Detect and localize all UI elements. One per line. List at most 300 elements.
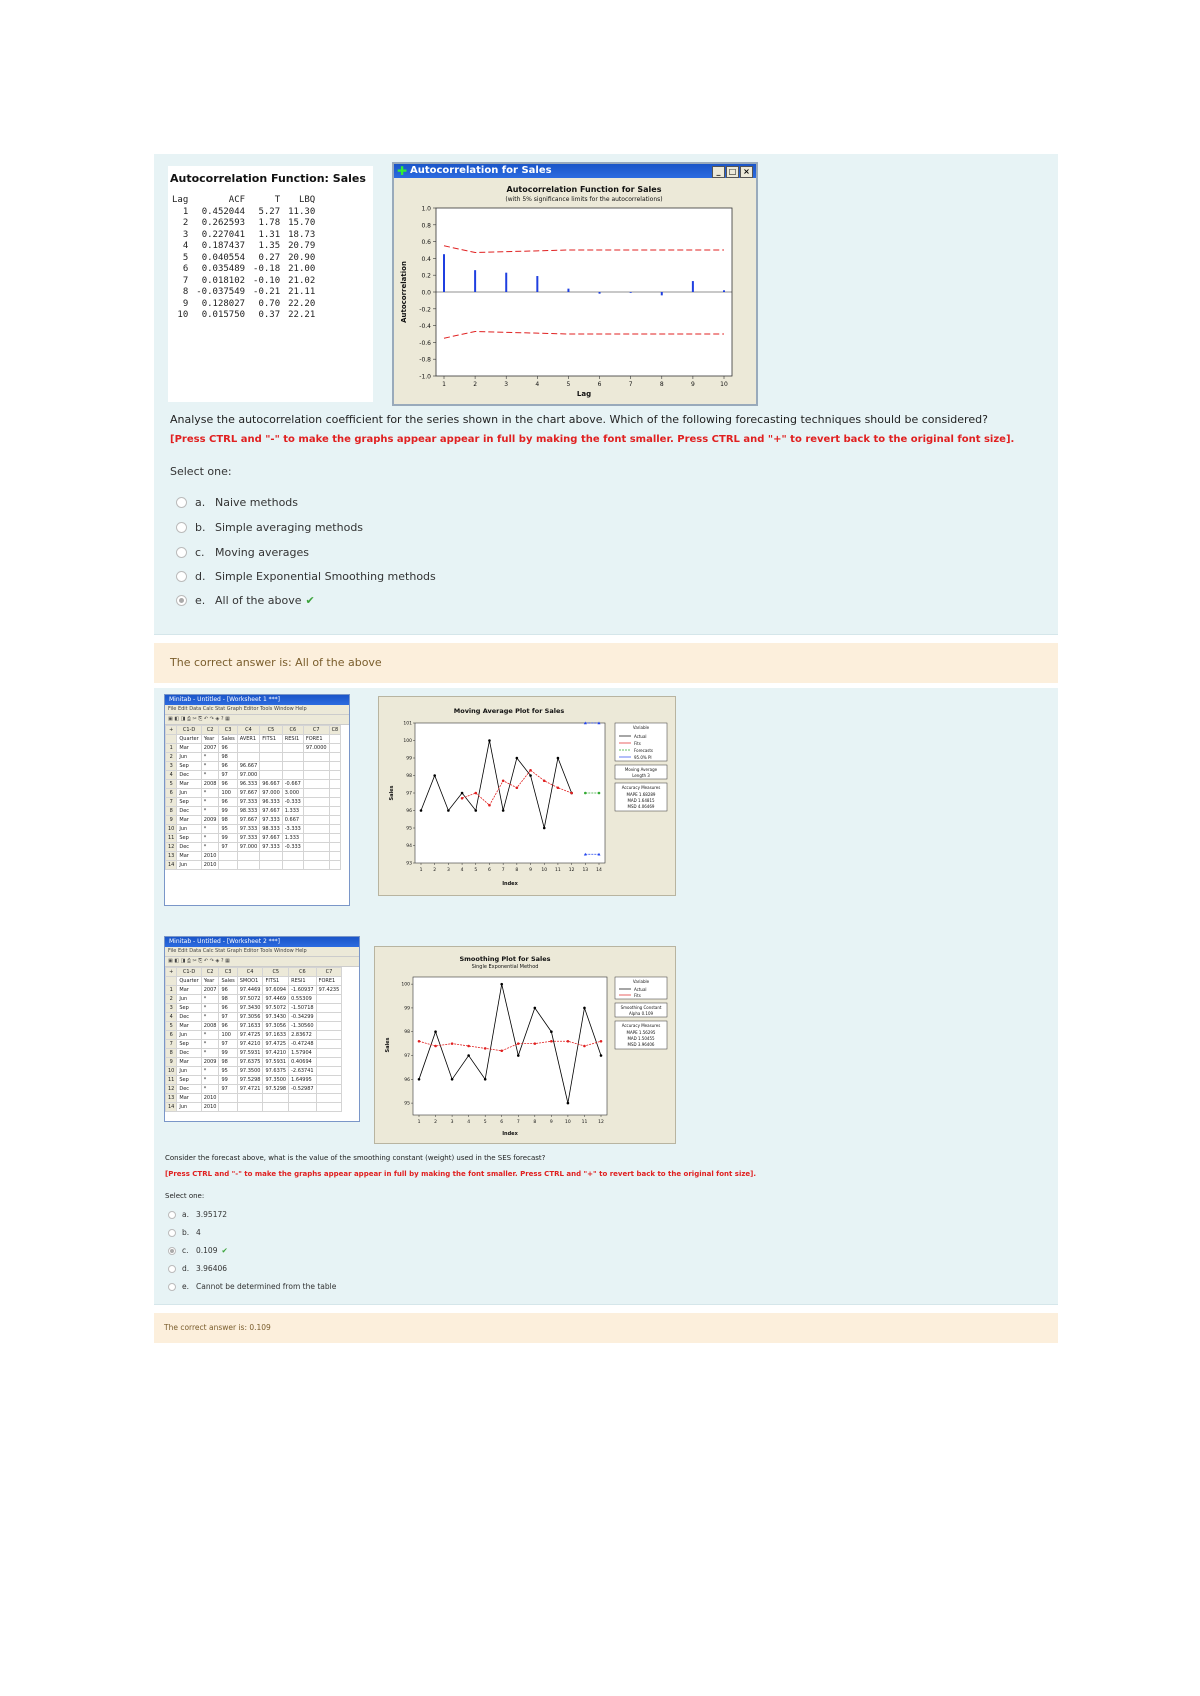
ws-cell[interactable]: 3.000 [282,789,303,798]
radio-button[interactable] [168,1211,176,1219]
ws-cell[interactable]: 2009 [201,1058,219,1067]
ws-cell[interactable] [316,1058,342,1067]
ws-cell[interactable]: 98.333 [260,825,283,834]
ws-cell[interactable]: Dec [177,843,201,852]
ws-cell[interactable]: -1.30560 [289,1022,316,1031]
minimize-button[interactable]: _ [712,166,725,178]
ws-cell[interactable]: Mar [177,986,201,995]
ws-cell[interactable]: 97.6375 [263,1067,289,1076]
acf-y-tick-label: 0.8 [421,222,431,230]
ws-cell[interactable]: 97.0000 [303,744,329,753]
ws-cell[interactable] [260,861,283,870]
ws-cell[interactable]: * [201,1040,219,1049]
radio-button-selected[interactable] [176,595,187,606]
ws-cell[interactable]: 2010 [201,852,219,861]
ws-cell[interactable] [303,780,329,789]
ses-accuracy-mad: MAD 1.50455 [627,1036,655,1041]
ws-cell[interactable] [316,1094,342,1103]
q1-option-e[interactable] [176,594,315,607]
ws-cell[interactable]: 2007 [201,744,219,753]
ws-cell[interactable]: 99 [219,1049,237,1058]
ws-cell[interactable]: -3.333 [282,825,303,834]
ws-cell[interactable]: 1.57904 [289,1049,316,1058]
ws-cell[interactable] [260,753,283,762]
ws-cell[interactable]: 98.333 [237,807,260,816]
ws-cell[interactable] [289,1103,316,1112]
radio-button[interactable] [176,547,187,558]
ws-column-header[interactable]: C4 [237,968,263,977]
ws-row-number: 9 [166,1058,177,1067]
acf-table-cell: 0.018102 [201,275,246,286]
ws-cell[interactable]: 2010 [201,1103,219,1112]
ws-cell[interactable] [303,843,329,852]
ws-cell[interactable]: 97.4210 [263,1049,289,1058]
ws-cell[interactable]: 97.000 [237,843,260,852]
ws-column-name[interactable]: RESI1 [289,977,316,986]
ws-cell[interactable]: 97.333 [260,816,283,825]
ws-cell[interactable]: Sep [177,834,201,843]
ws-cell[interactable] [303,798,329,807]
ws-cell[interactable]: 97.1633 [237,1022,263,1031]
acf-table-cell: 0.128027 [201,298,246,309]
ws-cell[interactable]: Dec [177,771,201,780]
ws-cell[interactable]: 96 [219,780,237,789]
ws-cell[interactable]: 97.4469 [237,986,263,995]
ws-cell[interactable]: 97.4721 [237,1085,263,1094]
option-letter: a. [195,496,206,509]
ws-cell[interactable]: 1.333 [282,807,303,816]
q2-option-b[interactable] [168,1228,201,1237]
ws-cell[interactable] [303,852,329,861]
ws-cell[interactable]: * [201,753,219,762]
ws-cell[interactable] [260,762,283,771]
ws-cell[interactable]: Mar [177,1094,201,1103]
toolbar[interactable]: ▣ ◧ ◨ ⎙ ✂ ⎘ ↶ ↷ ◈ ? ▦ [165,715,349,725]
ws-cell[interactable]: Jun [177,995,201,1004]
ws-cell[interactable]: * [201,825,219,834]
ws-cell[interactable]: 98 [219,1058,237,1067]
ws-cell[interactable] [282,852,303,861]
ws-cell[interactable] [282,744,303,753]
ws-row-number: 12 [166,843,177,852]
ws-cell[interactable]: 2010 [201,1094,219,1103]
ws-cell[interactable]: 97.5931 [263,1058,289,1067]
ma-x-tick-label: 12 [568,868,575,873]
ws-cell[interactable]: 96.667 [237,762,260,771]
ws-cell[interactable]: -0.34299 [289,1013,316,1022]
q1-option-b[interactable] [176,521,363,534]
ws-row-number: 2 [166,753,177,762]
ws-cell[interactable]: 96 [219,1004,237,1013]
ws-column-header[interactable]: C1-D [177,726,201,735]
ws-cell[interactable]: * [201,798,219,807]
ws-column-header[interactable]: C5 [263,968,289,977]
ws-cell[interactable]: Mar [177,744,201,753]
ma-fits-point [557,786,560,789]
ws-cell[interactable]: Mar [177,1058,201,1067]
ws-cell[interactable] [303,834,329,843]
ws-row [166,1085,342,1094]
ws-cell[interactable] [237,1103,263,1112]
ws-cell[interactable]: 97.5298 [263,1085,289,1094]
ws-cell[interactable]: 97.1633 [263,1031,289,1040]
ws-cell[interactable] [329,771,341,780]
ws-column-name[interactable]: SMOO1 [237,977,263,986]
ws-row [166,753,341,762]
ws-cell[interactable] [316,1067,342,1076]
ws-cell[interactable]: -1.50718 [289,1004,316,1013]
ws-column-name[interactable]: Quarter [177,977,201,986]
ws-cell[interactable]: 95 [219,1067,237,1076]
ws-cell[interactable]: * [201,1013,219,1022]
ws-cell[interactable]: 97.3056 [237,1013,263,1022]
ws-cell[interactable] [237,852,260,861]
ws-column-name[interactable]: FORE1 [303,735,329,744]
ws-column-name[interactable]: FITS1 [260,735,283,744]
ws-cell[interactable]: -0.667 [282,780,303,789]
ws-cell[interactable]: 98 [219,753,237,762]
ws-cell[interactable] [329,807,341,816]
ws-cell[interactable] [263,1094,289,1103]
ws-cell[interactable]: Mar [177,852,201,861]
ws-cell[interactable] [237,744,260,753]
ws-cell[interactable]: 96.333 [260,798,283,807]
ws-cell[interactable]: Sep [177,1040,201,1049]
acf-table-cell: 8 [182,287,189,297]
ws-cell[interactable] [260,771,283,780]
ws-cell[interactable]: 2.83672 [289,1031,316,1040]
ws-cell[interactable] [329,780,341,789]
ws-cell[interactable] [316,1076,342,1085]
ws-cell[interactable] [219,1103,237,1112]
ws-cell[interactable] [316,1040,342,1049]
ws-cell[interactable]: 100 [219,789,237,798]
ws-cell[interactable]: 97.000 [237,771,260,780]
ws-column-name[interactable]: RESI1 [282,735,303,744]
ws-cell[interactable]: 97.5072 [263,1004,289,1013]
ws-cell[interactable] [219,1094,237,1103]
ws-cell[interactable] [329,852,341,861]
q2-option-e[interactable] [168,1282,336,1291]
window-title-bar[interactable] [394,164,756,178]
smoothing-graph [374,946,676,1144]
ws-cell[interactable]: 97.5072 [237,995,263,1004]
ws-cell[interactable]: 97 [219,1040,237,1049]
ws-column-header[interactable]: C3 [219,726,237,735]
ws-cell[interactable] [303,789,329,798]
acf-y-tick-label: -0.2 [419,306,431,314]
ses-actual-point [451,1078,454,1081]
ws-column-header[interactable]: C2 [201,726,219,735]
ws-cell[interactable]: 97.3500 [237,1067,263,1076]
q1-option-a[interactable] [176,496,298,509]
ws-cell[interactable]: Jun [177,789,201,798]
radio-button[interactable] [176,571,187,582]
ws-cell[interactable]: 97.333 [237,798,260,807]
ws-cell[interactable]: Mar [177,816,201,825]
ws-cell[interactable]: 96 [219,1022,237,1031]
ws-cell[interactable]: 97.333 [260,843,283,852]
ws-cell[interactable]: -0.333 [282,798,303,807]
radio-button[interactable] [176,497,187,508]
worksheet-2-title[interactable]: Minitab - Untitled - [Worksheet 2 ***] [165,937,359,947]
ws-cell[interactable]: 0.667 [282,816,303,825]
close-button[interactable]: × [740,166,753,178]
ma-legend-fits: Fits [634,741,641,746]
ws-cell[interactable]: * [201,1031,219,1040]
radio-button[interactable] [176,522,187,533]
ws-cell[interactable] [303,807,329,816]
ws-cell[interactable]: Dec [177,1013,201,1022]
ws-cell[interactable] [303,762,329,771]
ws-cell[interactable]: Dec [177,1085,201,1094]
ws-cell[interactable] [316,1031,342,1040]
ws-cell[interactable] [282,771,303,780]
ws-cell[interactable]: Mar [177,780,201,789]
ws-cell[interactable]: * [201,1067,219,1076]
acf-table-row [168,299,319,311]
option-letter: a. [182,1210,189,1219]
ws-cell[interactable] [316,1022,342,1031]
ws-cell[interactable] [303,771,329,780]
ws-cell[interactable] [282,753,303,762]
radio-button[interactable] [168,1283,176,1291]
ws-cell[interactable] [329,843,341,852]
ws-cell[interactable]: Jun [177,1067,201,1076]
q2-option-d[interactable] [168,1264,227,1273]
ws-cell[interactable]: 99 [219,834,237,843]
menu-bar[interactable]: File Edit Data Calc Stat Graph Editor Tools Window Help [165,705,349,715]
ws-cell[interactable]: 2007 [201,986,219,995]
ws-cell[interactable]: 1.64995 [289,1076,316,1085]
ws-cell[interactable] [303,753,329,762]
ws-column-name[interactable]: FITS1 [263,977,289,986]
ws-cell[interactable]: 97.667 [260,807,283,816]
radio-button-selected[interactable] [168,1247,176,1255]
ws-row-number: 9 [166,816,177,825]
ws-cell[interactable]: Jun [177,825,201,834]
ws-cell[interactable]: 97.667 [237,789,260,798]
ws-cell[interactable] [316,1013,342,1022]
ses-x-tick-label: 9 [549,1120,553,1125]
ws-cell[interactable]: * [201,771,219,780]
ws-cell[interactable]: * [201,762,219,771]
ws-column-header[interactable]: C1-D [177,968,201,977]
ws-cell[interactable]: Jun [177,1031,201,1040]
ws-cell[interactable]: * [201,834,219,843]
ws-column-header[interactable]: C4 [237,726,260,735]
ws-cell[interactable] [316,1103,342,1112]
ws-cell[interactable]: 1.333 [282,834,303,843]
toolbar[interactable]: ▣ ◧ ◨ ⎙ ✂ ⎘ ↶ ↷ ◈ ? ▦ [165,957,359,967]
ws-cell[interactable]: 97.3430 [263,1013,289,1022]
ws-cell[interactable]: 97.4725 [263,1040,289,1049]
ws-row [166,762,341,771]
ws-cell[interactable] [303,861,329,870]
ws-cell[interactable] [289,1094,316,1103]
ws-cell[interactable] [329,816,341,825]
ws-cell[interactable]: 100 [219,1031,237,1040]
ws-cell[interactable] [263,1103,289,1112]
ws-cell[interactable] [219,861,237,870]
q1-option-c[interactable] [176,546,309,559]
ws-cell[interactable]: 99 [219,807,237,816]
ws-cell[interactable]: Jun [177,753,201,762]
ws-cell[interactable]: 98 [219,995,237,1004]
ws-cell[interactable]: 96.667 [260,780,283,789]
ws-cell[interactable]: 97.5298 [237,1076,263,1085]
ws-column-header[interactable]: C6 [289,968,316,977]
ws-cell[interactable]: 97.4469 [263,995,289,1004]
ws-cell[interactable]: Sep [177,762,201,771]
ws-cell[interactable] [316,995,342,1004]
ws-cell[interactable] [303,825,329,834]
ws-column-name[interactable]: Year [201,735,219,744]
ws-cell[interactable]: 2008 [201,780,219,789]
ws-cell[interactable]: 0.55309 [289,995,316,1004]
ws-cell[interactable]: 0.40694 [289,1058,316,1067]
q2-option-c[interactable] [168,1246,228,1255]
ws-cell[interactable]: 2008 [201,1022,219,1031]
ws-cell[interactable]: 97.333 [237,834,260,843]
ws-cell[interactable]: Sep [177,1004,201,1013]
ws-cell[interactable]: -1.60937 [289,986,316,995]
ws-cell[interactable]: 99 [219,1076,237,1085]
ws-cell[interactable]: 97.3430 [237,1004,263,1013]
ws-cell[interactable] [329,834,341,843]
ws-cell[interactable]: 97.5931 [237,1049,263,1058]
ws-cell[interactable] [316,1085,342,1094]
ws-cell[interactable]: 96 [219,798,237,807]
ws-cell[interactable]: 97.6375 [237,1058,263,1067]
ws-cell[interactable]: * [201,789,219,798]
ws-column-name[interactable]: AVER1 [237,735,260,744]
ws-cell[interactable] [329,789,341,798]
ws-cell[interactable]: 97.3056 [263,1022,289,1031]
ws-column-header[interactable]: C2 [201,968,219,977]
ws-cell[interactable] [329,825,341,834]
ws-cell[interactable]: -0.52987 [289,1085,316,1094]
ws-cell[interactable]: 97.000 [260,789,283,798]
ws-cell[interactable]: -0.333 [282,843,303,852]
ws-column-name[interactable]: Sales [219,735,237,744]
ws-cell[interactable]: Sep [177,798,201,807]
ws-cell[interactable]: 97 [219,1013,237,1022]
ws-column-name[interactable]: FORE1 [316,977,342,986]
ws-cell[interactable]: * [201,1004,219,1013]
ws-cell[interactable]: * [201,995,219,1004]
ws-cell[interactable] [219,852,237,861]
ws-cell[interactable]: 97.4725 [237,1031,263,1040]
ws-column-header[interactable]: C5 [260,726,283,735]
acf-table-header: Lag [172,195,189,205]
ws-cell[interactable]: -0.47248 [289,1040,316,1049]
radio-button[interactable] [168,1265,176,1273]
ws-cell[interactable] [237,753,260,762]
ws-column-header[interactable]: C3 [219,968,237,977]
ws-column-name[interactable]: Sales [219,977,237,986]
ws-cell[interactable]: * [201,1085,219,1094]
ses-x-tick-label: 2 [434,1120,437,1125]
ws-column-header[interactable]: C8 [329,726,341,735]
ws-cell[interactable]: 97.4210 [237,1040,263,1049]
menu-bar[interactable]: File Edit Data Calc Stat Graph Editor Tools Window Help [165,947,359,957]
ws-cell[interactable]: 95 [219,825,237,834]
ws-cell[interactable] [329,762,341,771]
ws-cell[interactable] [329,861,341,870]
ws-cell[interactable]: 96 [219,744,237,753]
ws-cell[interactable]: Jun [177,1103,201,1112]
ws-cell[interactable]: 97.333 [237,825,260,834]
ws-cell[interactable]: 96 [219,762,237,771]
ws-cell[interactable]: -2.63741 [289,1067,316,1076]
ws-cell[interactable] [260,744,283,753]
ws-column-name[interactable]: Quarter [177,735,201,744]
ws-cell[interactable]: 97.3500 [263,1076,289,1085]
ws-cell[interactable] [260,852,283,861]
ws-cell[interactable]: 97 [219,843,237,852]
ws-column-header[interactable]: C6 [282,726,303,735]
ws-cell[interactable] [329,744,341,753]
ws-cell[interactable]: 2010 [201,861,219,870]
acf-table-cell: 0.70 [258,298,281,309]
ws-column-header[interactable]: C7 [303,726,329,735]
ws-cell[interactable] [329,753,341,762]
q1-option-d[interactable] [176,570,436,583]
ws-cell[interactable]: Dec [177,1049,201,1058]
ws-cell[interactable] [303,816,329,825]
ws-column-name[interactable] [329,735,341,744]
ws-cell[interactable]: 97.667 [237,816,260,825]
ws-cell[interactable] [329,798,341,807]
ma-actual-point [488,739,491,742]
ws-cell[interactable]: 97 [219,1085,237,1094]
ws-cell[interactable]: Dec [177,807,201,816]
ws-cell[interactable]: 2009 [201,816,219,825]
ws-cell[interactable] [316,1004,342,1013]
ws-cell[interactable] [282,762,303,771]
maximize-button[interactable]: □ [726,166,739,178]
ws-cell[interactable]: * [201,807,219,816]
q2-option-a[interactable] [168,1210,227,1219]
ws-cell[interactable]: * [201,1076,219,1085]
question-2-select-label: Select one: [165,1192,205,1200]
ws-cell[interactable]: 97.6094 [263,986,289,995]
ws-cell[interactable]: 96 [219,986,237,995]
ws-cell[interactable] [237,1094,263,1103]
ws-cell[interactable]: 96.333 [237,780,260,789]
ws-cell[interactable]: Mar [177,1022,201,1031]
ws-cell[interactable]: 97 [219,771,237,780]
option-letter: b. [182,1228,190,1237]
ws-cell[interactable]: 97.667 [260,834,283,843]
ws-cell[interactable] [237,861,260,870]
ws-cell[interactable]: * [201,1049,219,1058]
ws-column-name[interactable]: Year [201,977,219,986]
radio-button[interactable] [168,1229,176,1237]
ws-cell[interactable]: Sep [177,1076,201,1085]
ws-row-number: 3 [166,762,177,771]
ws-cell[interactable] [282,861,303,870]
ws-cell[interactable]: * [201,843,219,852]
ws-cell[interactable]: 97.4235 [316,986,342,995]
ma-y-tick-label: 98 [406,774,412,779]
ws-cell[interactable]: 98 [219,816,237,825]
ws-cell[interactable] [316,1049,342,1058]
ws-column-header[interactable]: C7 [316,968,342,977]
ws-cell[interactable]: Jun [177,861,201,870]
worksheet-1-title[interactable]: Minitab - Untitled - [Worksheet 1 ***] [165,695,349,705]
